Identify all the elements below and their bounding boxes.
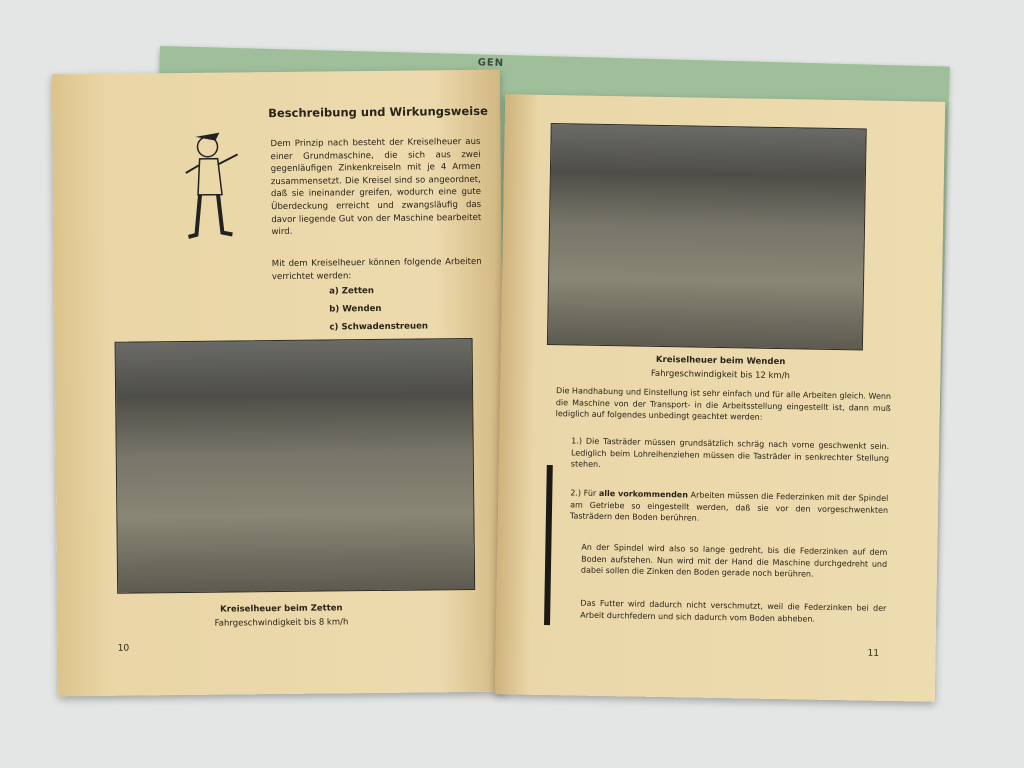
- page-number: 11: [867, 648, 880, 659]
- handling-paragraph: Die Handhabung und Einstellung ist sehr einfach und für alle Arbeiten gleich. Wenn die Maschine von der Transport- in die Arbeitsstellung eingestellt ist, dann muß lediglich auf folgendes unbedingt geachtet werden:: [555, 386, 892, 422]
- list-item-zetten: a) Zetten: [328, 286, 375, 297]
- photo-caption-speed: Fahrgeschwindigkeit bis 12 km/h: [650, 368, 791, 382]
- photo-tractor-zetten: [115, 338, 476, 594]
- margin-bar: [544, 465, 553, 625]
- cartoon-farmer-illustration: [177, 124, 248, 245]
- photo-caption-title: Kreiselheuer beim Zetten: [220, 603, 343, 615]
- list-item-schwadenstreuen: c) Schwadenstreuen: [329, 321, 429, 333]
- instruction-2-rest: Arbeiten müssen die Federzinken mit der Spindel am Getriebe so eingestellt werden, daß sie vor den vorgeschwenkten Tasträdern den Boden berühren.: [569, 490, 889, 523]
- page-number: 10: [117, 643, 130, 654]
- intro-paragraph: Dem Prinzip nach besteht der Kreiselheuer aus einer Grundmaschine, die sich aus zwei gegenläufigen Zinkenkreiseln mit je 4 Armen zusammensetzt. Die Kreisel sind so angeordnet, daß sie ineinander greifen, wodurch eine gute Überdeckung erreicht und zwangsläufig das davor liegende Gut von der Maschine bearbeitet wird.: [270, 136, 482, 238]
- section-heading: Beschreibung und Wirkungsweise: [268, 103, 488, 121]
- instruction-1: 1.) Die Tasträder müssen grundsätzlich schräg nach vorne geschwenkt sein. Lediglich beim Lohreihenziehen müssen die Tasträder in senkrechter Stellung stehen.: [570, 436, 890, 469]
- right-page: [495, 94, 945, 702]
- tasks-intro: Mit dem Kreiselheuer können folgende Arbeiten verrichtet werden:: [271, 256, 482, 282]
- photo-caption-speed: Fahrgeschwindigkeit bis 8 km/h: [214, 617, 349, 629]
- instruction-2-prefix: 2.) Für: [570, 488, 597, 498]
- instruction-2: [570, 487, 889, 527]
- photo-tractor-wenden: [547, 123, 867, 350]
- cover-title-fragment: GEN: [477, 57, 505, 70]
- list-item-wenden: b) Wenden: [329, 303, 382, 315]
- spindle-paragraph: An der Spindel wird also so lange gedreht, bis die Federzinken auf dem Boden aufstehen. Nun wird mit der Hand die Maschine durchgedreht und dabei sollen die Zinken den Boden gerade noch berühren.: [580, 542, 888, 579]
- left-page: [52, 70, 506, 697]
- photo-caption-title: Kreiselheuer beim Wenden: [655, 354, 786, 368]
- instruction-2-bold: alle vorkommenden: [598, 488, 689, 500]
- fodder-paragraph: Das Futter wird dadurch nicht verschmutzt, weil die Federzinken bei der Arbeit durchfedern und sich dadurch vom Boden abheben.: [580, 598, 887, 624]
